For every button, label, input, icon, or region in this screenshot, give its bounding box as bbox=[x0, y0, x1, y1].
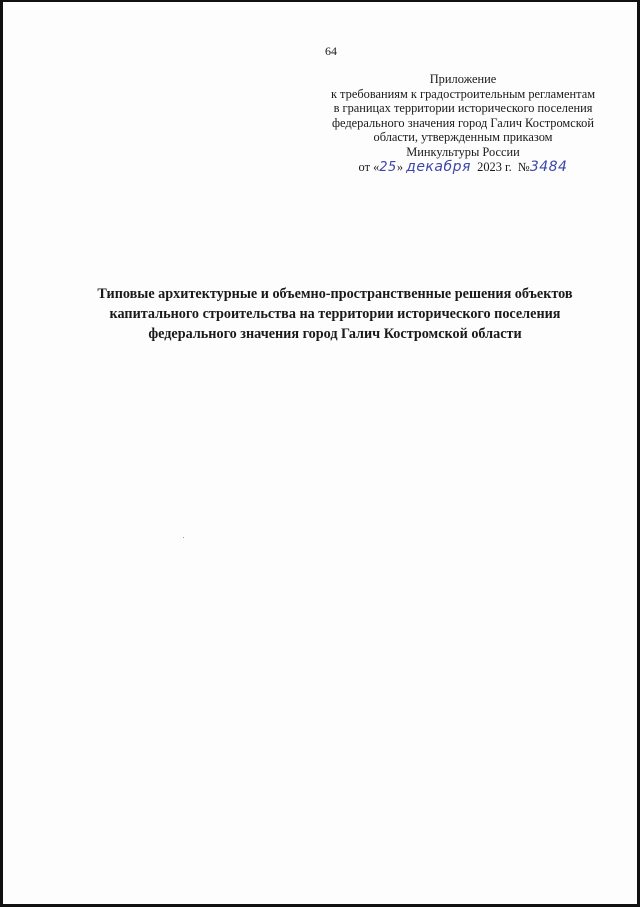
title-line-3: федерального значения город Галич Костромской области bbox=[148, 326, 522, 342]
appendix-line-3: федерального значения город Галич Костромской bbox=[332, 115, 594, 130]
appendix-block bbox=[318, 72, 608, 175]
document-title bbox=[60, 284, 610, 344]
title-line-1: Типовые архитектурные и объемно-пространственные решения объектов bbox=[97, 286, 573, 302]
title-line-2: капитального строительства на территории исторического поселения bbox=[109, 306, 561, 322]
appendix-line-4: области, утвержденным приказом bbox=[373, 130, 553, 145]
appendix-line-5: Минкультуры России bbox=[406, 144, 520, 159]
page-number: 64 bbox=[325, 44, 337, 58]
scan-edge-top bbox=[0, 0, 640, 2]
appendix-line-2: в границах территории исторического поселения bbox=[333, 101, 593, 116]
scan-edge-left bbox=[0, 0, 3, 907]
handwritten-day: 25 bbox=[379, 159, 397, 175]
handwritten-month: декабря bbox=[406, 158, 471, 175]
scan-speck bbox=[183, 537, 184, 538]
date-prefix: от « bbox=[358, 159, 380, 174]
handwritten-order-number: 3484 bbox=[529, 158, 568, 175]
date-year: 2023 г. bbox=[477, 159, 512, 174]
appendix-line-1: к требованиям к градостроительным регламентам bbox=[330, 86, 596, 101]
number-sign: № bbox=[518, 159, 530, 174]
date-quote-close: » bbox=[396, 159, 404, 174]
appendix-date-line bbox=[318, 160, 608, 176]
appendix-heading: Приложение bbox=[429, 72, 497, 86]
